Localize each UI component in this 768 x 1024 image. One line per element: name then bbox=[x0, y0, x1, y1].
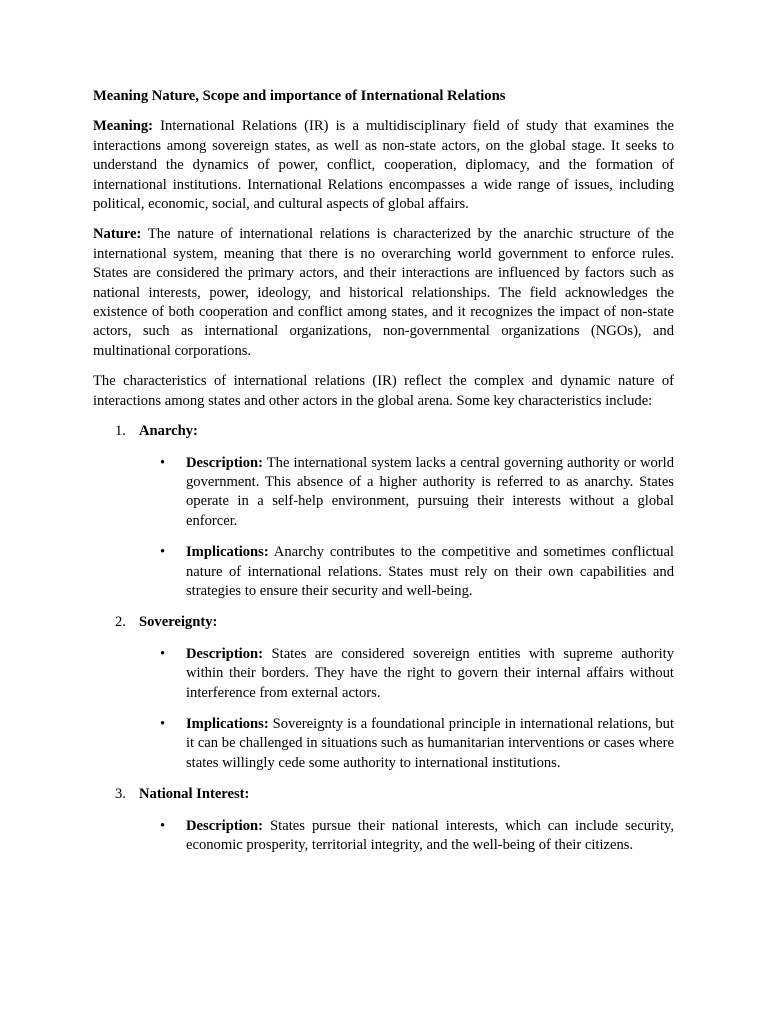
bullet-icon: • bbox=[160, 454, 166, 471]
sub-item-text: States pursue their national interests, which can include security, economic prosperity, territorial integrity, and the well-being of their citizens. bbox=[186, 817, 674, 853]
sub-item bbox=[93, 817, 674, 856]
point-heading-text: Sovereignty: bbox=[139, 614, 218, 631]
document-page bbox=[93, 87, 674, 867]
point-number: 3. bbox=[115, 786, 126, 803]
sub-item-label: Description: bbox=[186, 645, 264, 662]
point-heading-text: Anarchy: bbox=[139, 423, 198, 440]
sub-item bbox=[93, 543, 674, 601]
sub-item-text: Anarchy contributes to the competitive and sometimes conflictual nature of international relations. States must rely on their own capabilities and strategies to ensure their security and well-being. bbox=[186, 544, 674, 599]
point-anarchy bbox=[93, 422, 674, 601]
point-heading bbox=[93, 613, 674, 632]
bullet-icon: • bbox=[160, 544, 166, 561]
sub-list bbox=[93, 454, 674, 602]
point-heading bbox=[93, 422, 674, 441]
bullet-icon: • bbox=[160, 715, 166, 732]
meaning-text: International Relations (IR) is a multidisciplinary field of study that examines the interactions among sovereign states, as well as non-state actors, on the global stage. It seeks to understand the dynamics of power, conflict, cooperation, diplomacy, and the formation of international institutions. International Relations encompasses a wide range of issues, including political, economic, social, and cultural aspects of global affairs. bbox=[93, 118, 674, 213]
sub-list bbox=[93, 645, 674, 773]
nature-label: Nature: bbox=[93, 226, 142, 243]
nature-text: The nature of international relations is characterized by the anarchic structure of the international system, meaning that there is no overarching world government to enforce rules. States are considered the primary actors, and their interactions are influenced by factors such as national interests, power, ideology, and historical relationships. The field acknowledges the existence of both cooperation and conflict among states, and it recognizes the impact of non-state actors, such as international organizations, non-governmental organizations (NGOs), and multinational corporations. bbox=[93, 226, 674, 359]
bullet-icon: • bbox=[160, 645, 166, 662]
sub-item-label: Implications: bbox=[186, 715, 269, 732]
sub-item-label: Description: bbox=[186, 454, 264, 471]
sub-item-label: Implications: bbox=[186, 544, 269, 561]
sub-item-text: States are considered sovereign entities with supreme authority within their borders. They have the right to govern their internal affairs without interference from external actors. bbox=[186, 645, 674, 701]
sub-item bbox=[93, 454, 674, 532]
sub-item-label: Description: bbox=[186, 817, 264, 834]
point-heading bbox=[93, 785, 674, 804]
point-national-interest bbox=[93, 785, 674, 855]
sub-list bbox=[93, 817, 674, 856]
meaning-label: Meaning: bbox=[93, 118, 153, 135]
point-sovereignty bbox=[93, 613, 674, 773]
bullet-icon: • bbox=[160, 817, 166, 834]
page-title: Meaning Nature, Scope and importance of International Relations bbox=[93, 88, 506, 104]
meaning-paragraph bbox=[93, 117, 674, 214]
sub-item-text: Sovereignty is a foundational principle in international relations, but it can be challenged in situations such as humanitarian interventions or cases where states willingly cede some authority to international institutions. bbox=[186, 715, 674, 771]
nature-paragraph bbox=[93, 225, 674, 361]
sub-item bbox=[93, 715, 674, 773]
point-number: 2. bbox=[115, 614, 126, 631]
sub-item bbox=[93, 645, 674, 703]
point-number: 1. bbox=[115, 423, 126, 440]
point-heading-text: National Interest: bbox=[139, 786, 250, 803]
sub-item-text: The international system lacks a central governing authority or world government. This absence of a higher authority is referred to as anarchy. States operate in a self-help environment, pursuing their interests without a global enforcer. bbox=[186, 454, 674, 529]
characteristics-intro: The characteristics of international relations (IR) reflect the complex and dynamic nature of interactions among states and other actors in the global arena. Some key characteristics include: bbox=[93, 373, 674, 409]
characteristics-list bbox=[93, 422, 674, 855]
